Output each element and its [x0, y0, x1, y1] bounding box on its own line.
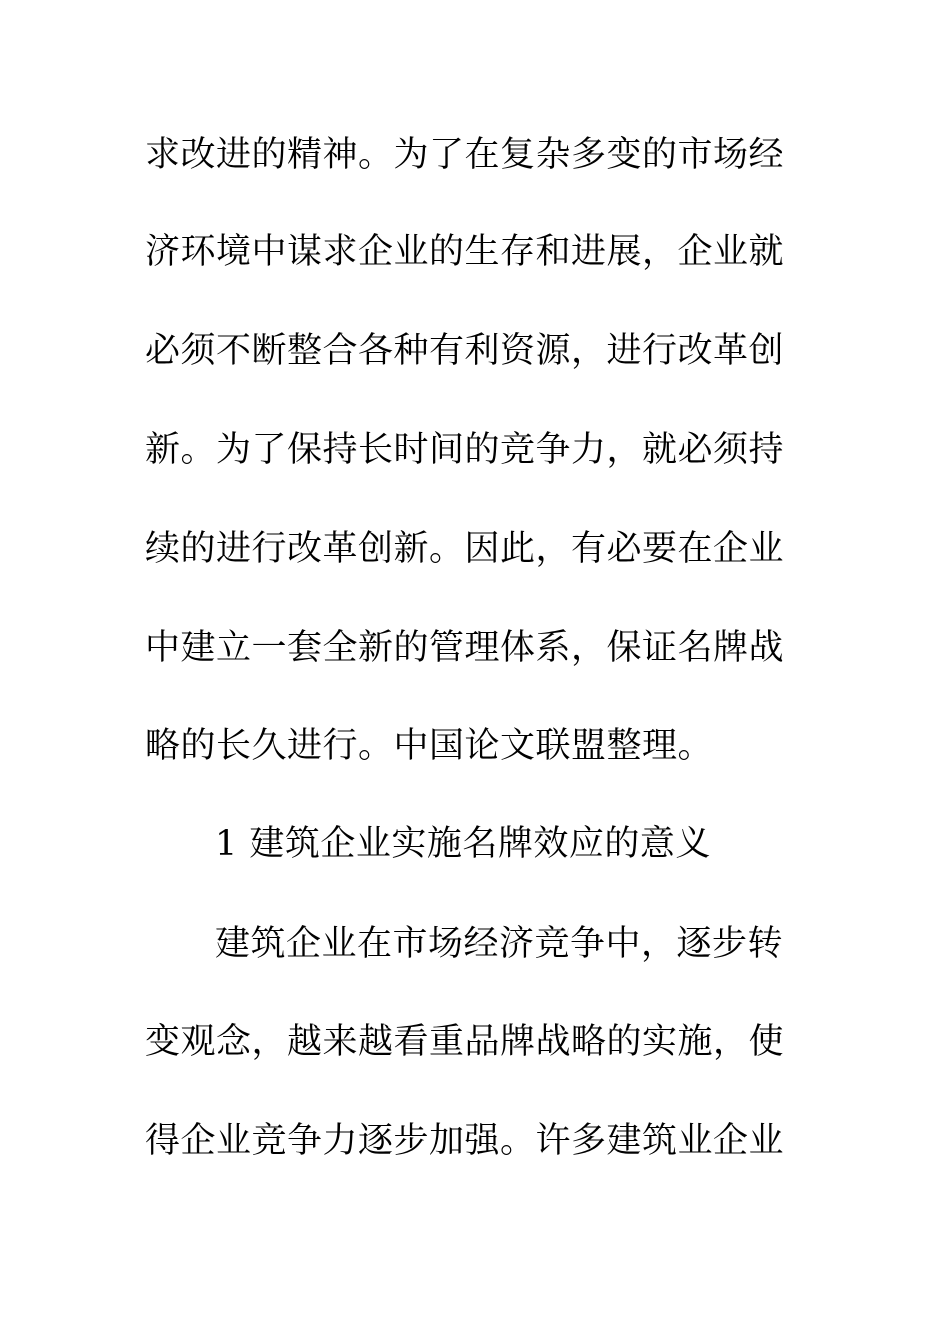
paragraph-line: 建筑企业在市场经济竞争中，逐步转: [215, 924, 784, 964]
paragraph-line: 得企业竞争力逐步加强。许多建筑业企业: [145, 1121, 785, 1161]
section-heading: 1 建筑企业实施名牌效应的意义: [215, 824, 711, 864]
paragraph-line: 济环境中谋求企业的生存和进展，企业就: [145, 232, 785, 272]
paragraph-line: 中建立一套全新的管理体系，保证名牌战: [145, 628, 785, 668]
paragraph-line: 求改进的精神。为了在复杂多变的市场经: [145, 135, 785, 175]
paragraph-line: 必须不断整合各种有利资源，进行改革创: [145, 331, 785, 371]
paragraph-line: 续的进行改革创新。因此，有必要在企业: [145, 529, 785, 569]
paragraph-line: 变观念，越来越看重品牌战略的实施，使: [145, 1022, 785, 1062]
paragraph-line: 新。为了保持长时间的竞争力，就必须持: [145, 430, 785, 470]
paragraph-line: 略的长久进行。中国论文联盟整理。: [145, 726, 714, 766]
